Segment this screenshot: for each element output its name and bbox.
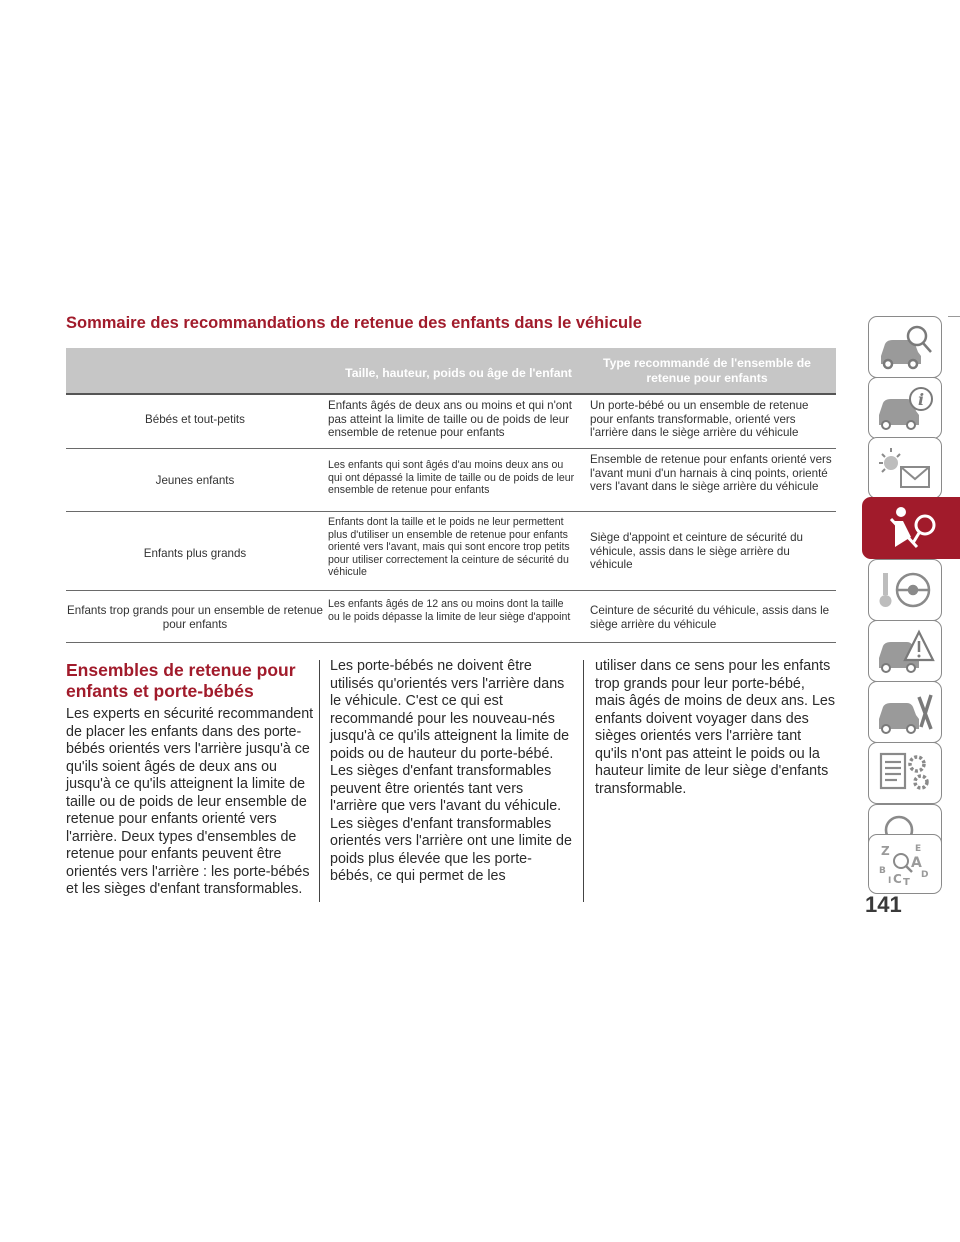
index-letter: C (893, 872, 902, 886)
body-column-3: utiliser dans ce sens pour les enfants trop grands pour leur porte-bébé, mais âgés de moins de deux ans. Les enfants doivent voyager dans des sièges orientés vers l'arrière tant qu'ils n'ont pas atteint le poids ou la hauteur limite de leur siège d'enfants transformable. (595, 658, 836, 797)
tab-warning-lights[interactable] (868, 437, 942, 499)
column-divider (583, 660, 584, 902)
key-steering-wheel-icon (875, 565, 935, 615)
header-recommendation-label: Type recommandé de l'ensemble de retenue pour enfants (603, 356, 811, 385)
row-category: Bébés et tout-petits (145, 413, 245, 426)
row-criteria: Enfants dont la taille et le poids ne leur permettent plus d'utiliser un ensemble de retenue pour enfants orienté vers l'avant, mais qui sont encore trop petits pour utiliser correctement la ceinture de sécurité du véhicule (328, 516, 570, 579)
table-header-criteria (324, 348, 578, 394)
car-wrench-icon (875, 687, 935, 737)
row-criteria: Les enfants qui sont âgés d'au moins deux ans ou qui ont dépassé la limite de taille ou de poids de leur ensemble de retenue pour enfants (328, 459, 575, 497)
index-letter: A (911, 855, 922, 871)
table-title: Sommaire des recommandations de retenue des enfants dans le véhicule (66, 314, 642, 332)
svg-text:i: i (918, 390, 925, 409)
body-column-1: Les experts en sécurité recommandent de placer les enfants dans des porte-bébés orientés vers l'arrière jusqu'à ce qu'ils soient âgés de deux ans ou jusqu'à ce qu'ils atteignent la limite de taille ou de poids de leur ensemble de retenue pour enfants orienté vers l'arrière. Deux types d'ensembles de retenue pour enfants peuvent être orientés vers l'arrière : les porte-bébés et les sièges d'enfant transformables. (66, 706, 314, 897)
header-rule (66, 393, 836, 395)
row-recommendation: Un porte-bébé ou un ensemble de retenue pour enfants transformable, orienté vers l'arrière dans le siège arrière du véhicule (590, 399, 809, 440)
index-letter: T (903, 877, 910, 888)
row-category: Jeunes enfants (155, 474, 235, 487)
row-divider (66, 590, 836, 591)
car-search-icon (875, 322, 935, 372)
row-recommendation: Ensemble de retenue pour enfants orienté vers l'avant muni d'un harnais à cinq points, orienté vers l'avant dans le siège arrière du véhicule (590, 453, 832, 494)
row-divider (66, 448, 836, 449)
alphabet-index-icon (875, 839, 935, 889)
tab-seatbelt-airbag[interactable] (862, 497, 960, 559)
row-recommendation: Ceinture de sécurité du véhicule, assis dans le siège arrière du véhicule (590, 604, 830, 631)
page-number: 141 (865, 892, 902, 917)
row-recommendation: Siège d'appoint et ceinture de sécurité du véhicule, assis dans le siège arrière du véhicule (590, 531, 803, 572)
specs-gear-icon (875, 748, 935, 798)
index-letter: B (879, 866, 886, 876)
tab-index[interactable] (868, 834, 942, 894)
row-divider (66, 642, 836, 643)
section-heading: Ensembles de retenue pour enfants et porte-bébés (66, 660, 296, 701)
row-divider (66, 511, 836, 512)
tab-key-steering[interactable] (868, 559, 942, 621)
row-category: Enfants plus grands (143, 547, 247, 560)
row-criteria: Enfants âgés de deux ans ou moins et qui n'ont pas atteint la limite de taille ou de poids de leur ensemble de retenue pour enfants (328, 399, 572, 440)
tab-car-info[interactable] (868, 377, 942, 439)
row-criteria: Les enfants âgés de 12 ans ou moins dont la taille ou le poids dépasse la limite de leur siège d'appoint (328, 598, 571, 623)
sidebar-rule (948, 316, 960, 317)
index-letter: E (915, 844, 922, 854)
table-header-recommendation (578, 348, 836, 394)
body-column-2: Les porte-bébés ne doivent être utilisés qu'orientés vers l'arrière dans le véhicule. C'est ce qui est recommandé pour les nouveau-nés jusqu'à ce qu'ils atteignent la limite de poids ou de hauteur du porte-bébé. Les sièges d'enfant transformables peuvent être orientés tant vers l'arrière que vers l'avant du véhicule. Les sièges d'enfant transformables orientés vers l'arrière ont une limite de poids plus élevée que les porte-bébés, ce qui permet de les (330, 658, 572, 884)
tab-car-warning[interactable] (868, 620, 942, 682)
tab-specifications[interactable] (868, 742, 942, 804)
row-category: Enfants trop grands pour un ensemble de retenue pour enfants (67, 604, 323, 631)
column-divider (319, 660, 320, 902)
index-letter: Z (881, 844, 890, 858)
index-letter: I (888, 876, 892, 886)
car-info-icon (875, 383, 935, 433)
index-letter: D (921, 870, 929, 880)
car-warning-icon (875, 626, 935, 676)
header-criteria-label: Taille, hauteur, poids ou âge de l'enfant (345, 366, 572, 380)
table-header-empty (66, 348, 324, 394)
warning-lights-mail-icon (875, 443, 935, 493)
tab-car-search[interactable] (868, 316, 942, 378)
seatbelt-airbag-icon (881, 503, 941, 553)
tab-car-service[interactable] (868, 681, 942, 743)
